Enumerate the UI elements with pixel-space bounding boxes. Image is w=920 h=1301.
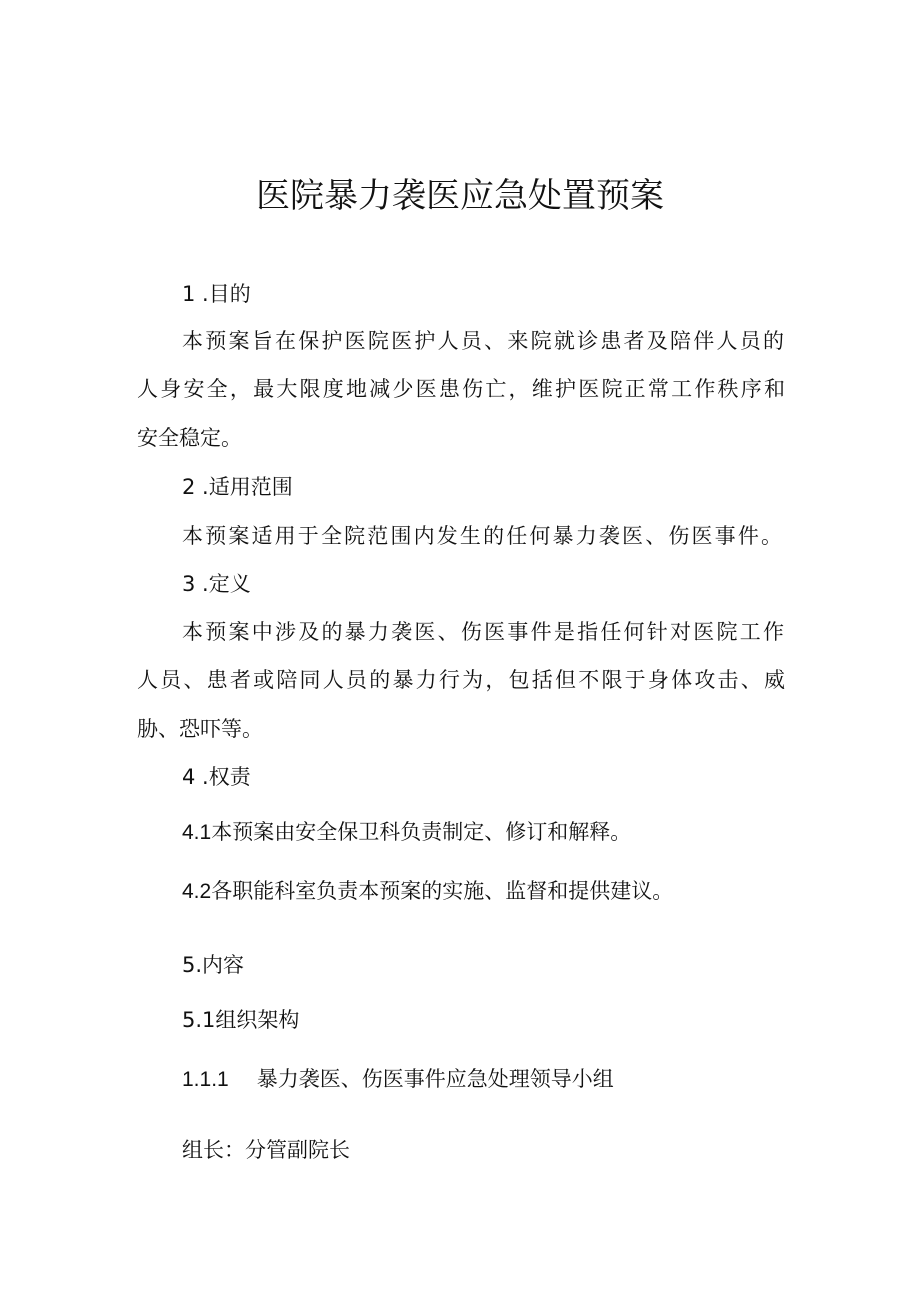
section-5-1-heading: 5.1组织架构 [182,1008,300,1032]
section-1-paragraph-line-2: 人身安全，最大限度地减少医患伤亡，维护医院正常工作秩序和 [137,377,785,401]
section-1-heading: 1 .目的 [182,282,251,306]
section-2-heading: 2 .适用范围 [182,475,293,499]
section-5-heading: 5.内容 [182,953,245,977]
section-3-paragraph-line-2: 人员、患者或陪同人员的暴力行为，包括但不限于身体攻击、威 [137,668,785,692]
document-title: 医院暴力袭医应急处置预案 [256,176,664,216]
section-3-heading: 3 .定义 [182,572,251,596]
section-4-heading: 4 .权责 [182,765,251,789]
section-3-paragraph-line-1: 本预案中涉及的暴力袭医、伤医事件是指任何针对医院工作 [182,620,784,644]
item-text: 本预案由安全保卫科负责制定、修订和解释。 [211,820,632,844]
item-text: 各职能科室负责本预案的实施、监督和提供建议。 [211,879,674,903]
section-4-item-2 [182,876,673,907]
section-5-1-1-item [182,1064,614,1095]
item-text: 暴力袭医、伤医事件应急处理领导小组 [256,1067,614,1091]
section-4-item-1 [182,817,631,848]
section-3-paragraph-line-3: 胁、恐吓等。 [137,717,263,741]
section-1-paragraph-line-1: 本预案旨在保护医院医护人员、来院就诊患者及陪伴人员的 [182,329,784,353]
section-2-paragraph-line-1: 本预案适用于全院范围内发生的任何暴力袭医、伤医事件。 [182,524,782,548]
group-leader-line: 组长：分管副院长 [182,1138,350,1162]
section-1-paragraph-line-3: 安全稳定。 [137,426,242,450]
item-number: 4.1 [182,821,212,844]
item-number: 1.1.1 [182,1068,229,1091]
item-number: 4.2 [182,880,212,903]
